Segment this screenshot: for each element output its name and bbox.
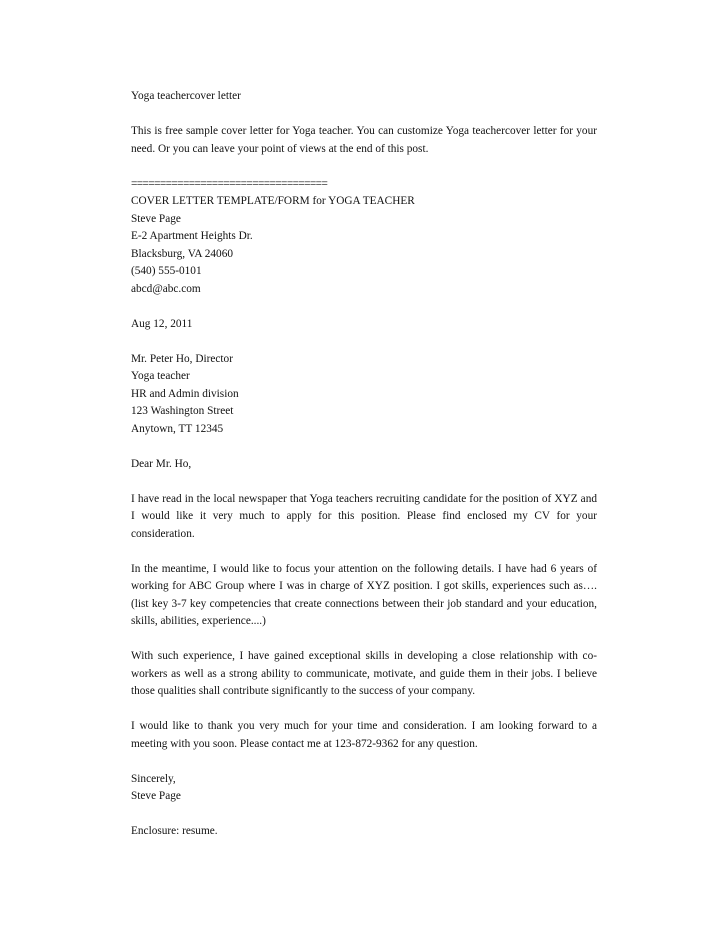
body-paragraph-3: With such experience, I have gained exceptional skills in developing a close relationship with co-workers as well as a strong ability to communicate, motivate, and guide them in their jobs. I believe those qualities shall contribute significantly to the success of your company. — [131, 650, 597, 697]
closing: Sincerely, — [131, 772, 176, 785]
template-heading: COVER LETTER TEMPLATE/FORM for YOGA TEACHER — [131, 195, 415, 207]
recipient-city: Anytown, TT 12345 — [131, 422, 224, 435]
letter-page — [131, 88, 597, 841]
document-title: Yoga teachercover letter — [131, 90, 241, 102]
salutation: Dear Mr. Ho, — [131, 457, 192, 470]
sender-address-line-2: Blacksburg, VA 24060 — [131, 247, 233, 260]
sender-phone: (540) 555-0101 — [131, 265, 202, 277]
recipient-street: 123 Washington Street — [131, 405, 234, 417]
separator-line: ================================== — [131, 177, 328, 190]
sender-name: Steve Page — [131, 212, 181, 225]
signature-name: Steve Page — [131, 790, 181, 802]
body-paragraph-4: I would like to thank you very much for your time and consideration. I am looking forward to a meeting with you soon. Please contact me at 123-872-9362 for any question. — [131, 720, 597, 750]
sender-address-line-1: E-2 Apartment Heights Dr. — [131, 230, 253, 242]
recipient-division: HR and Admin division — [131, 387, 239, 400]
sender-email: abcd@abc.com — [131, 282, 201, 295]
body-paragraph-2: In the meantime, I would like to focus your attention on the following details. I have had 6 years of working for ABC Group where I was in charge of XYZ position. I got skills, experiences such as…. (list key 3-7 key competencies that create connections between their job standard and your education, skills, abilities, experience....) — [131, 562, 597, 627]
letter-date: Aug 12, 2011 — [131, 317, 193, 330]
intro-paragraph: This is free sample cover letter for Yoga teacher. You can customize Yoga teachercover letter for your need. Or you can leave your point of views at the end of this post. — [131, 125, 597, 155]
body-paragraph-1: I have read in the local newspaper that Yoga teachers recruiting candidate for the position of XYZ and I would like it very much to apply for this position. Please find enclosed my CV for your consideration. — [131, 492, 597, 540]
recipient-position: Yoga teacher — [131, 370, 190, 382]
recipient-name-title: Mr. Peter Ho, Director — [131, 352, 233, 365]
enclosure: Enclosure: resume. — [131, 825, 218, 837]
